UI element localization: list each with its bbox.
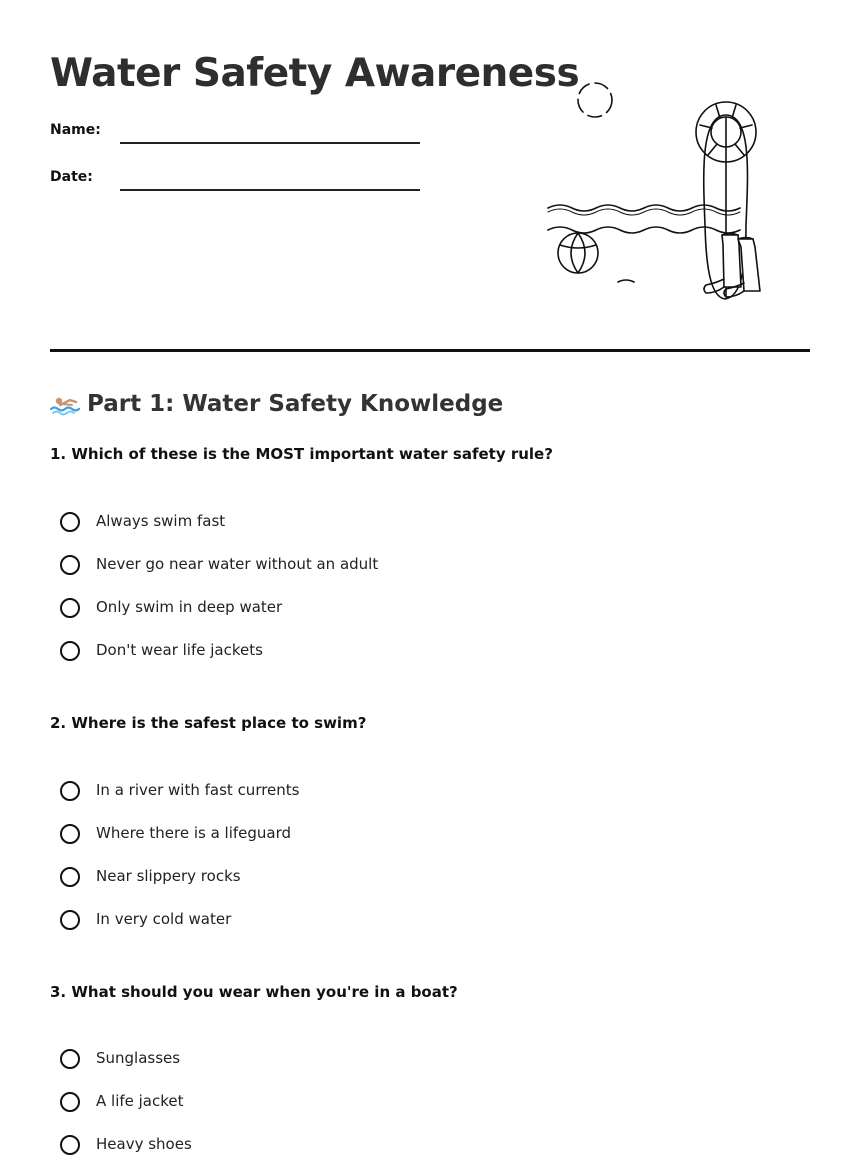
radio-button[interactable] xyxy=(60,1135,80,1155)
radio-button[interactable] xyxy=(60,824,80,844)
option-label: Only swim in deep water xyxy=(96,598,283,616)
option-label: A life jacket xyxy=(96,1092,184,1110)
radio-button[interactable] xyxy=(60,598,80,618)
question-2: 2. Where is the safest place to swim? xyxy=(50,714,367,732)
option[interactable] xyxy=(60,864,300,907)
radio-button[interactable] xyxy=(60,867,80,887)
date-input-line[interactable] xyxy=(120,189,420,191)
option[interactable] xyxy=(60,1046,192,1089)
option-label: Where there is a lifeguard xyxy=(96,824,292,842)
option[interactable] xyxy=(60,821,300,864)
beach-ball-icon xyxy=(558,233,598,273)
option-label: In very cold water xyxy=(96,910,232,928)
option[interactable] xyxy=(60,907,300,950)
option[interactable] xyxy=(60,778,300,821)
option[interactable] xyxy=(60,509,378,552)
radio-button[interactable] xyxy=(60,1049,80,1069)
option-label: In a river with fast currents xyxy=(96,781,300,799)
beach-safety-illustration xyxy=(540,75,800,315)
page-title: Water Safety Awareness xyxy=(50,51,580,96)
radio-button[interactable] xyxy=(60,555,80,575)
part1-title-text: Part 1: Water Safety Knowledge xyxy=(87,391,504,417)
option[interactable] xyxy=(60,552,378,595)
radio-button[interactable] xyxy=(60,781,80,801)
question-1: 1. Which of these is the MOST important water safety rule? xyxy=(50,445,553,463)
swimmer-icon xyxy=(50,392,80,416)
option-label: Always swim fast xyxy=(96,512,226,530)
option[interactable] xyxy=(60,638,378,681)
option[interactable] xyxy=(60,1089,192,1132)
option-label: Near slippery rocks xyxy=(96,867,241,885)
option-label: Heavy shoes xyxy=(96,1135,192,1153)
option[interactable] xyxy=(60,1132,192,1175)
radio-button[interactable] xyxy=(60,641,80,661)
name-label: Name: xyxy=(50,122,101,138)
question-2-options xyxy=(60,778,300,950)
wave-line xyxy=(548,227,740,233)
radio-button[interactable] xyxy=(60,910,80,930)
question-3-options xyxy=(60,1046,192,1175)
date-field xyxy=(50,167,430,191)
option[interactable] xyxy=(60,595,378,638)
option-label: Don't wear life jackets xyxy=(96,641,263,659)
part1-title xyxy=(50,388,503,420)
question-3: 3. What should you wear when you're in a boat? xyxy=(50,983,458,1001)
name-field xyxy=(50,120,430,144)
header-divider xyxy=(50,349,810,352)
option-label: Never go near water without an adult xyxy=(96,555,379,573)
radio-button[interactable] xyxy=(60,512,80,532)
question-1-options xyxy=(60,509,378,681)
sun-icon xyxy=(578,83,612,117)
radio-button[interactable] xyxy=(60,1092,80,1112)
date-label: Date: xyxy=(50,169,93,185)
name-input-line[interactable] xyxy=(120,142,420,144)
option-label: Sunglasses xyxy=(96,1049,181,1067)
